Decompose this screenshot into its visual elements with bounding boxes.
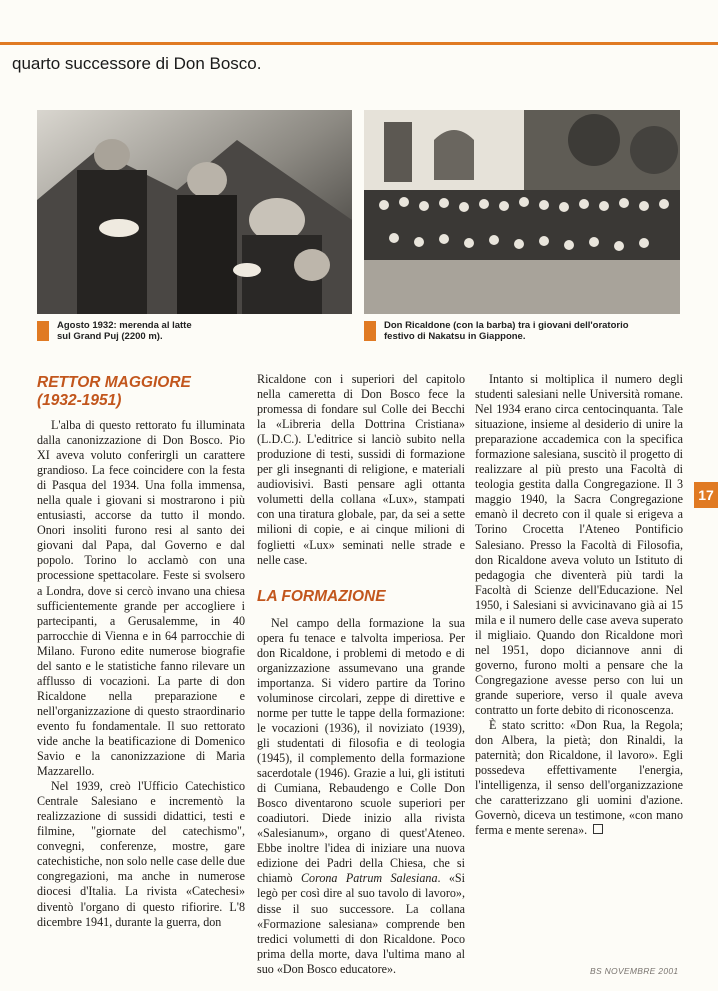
photo-nakatsu-oratory (364, 110, 680, 314)
article-column-2 (257, 372, 465, 977)
paragraph: Nel 1939, creò l'Ufficio Catechistico Centrale Salesiano e incrementò la realizzazione di sussidi didattici, testi e filmine, "giornate del catechismo", convegni, conferenze, mostre, gare catechistiche, non solo nelle case delle due congregazioni, ma anche in numerose diocesi d'Italia. La rivista «Catechesi» diventò l'organo di questo rifiorire. L'8 dicembre 1941, durante la guerra, don (37, 779, 245, 929)
paragraph: L'alba di questo rettorato fu illuminata dalla canonizzazione di Don Bosco. Pio XI aveva voluto conferirgli un carattere grandioso. La fece coincidere con la festa di Pasqua del 1934. Una folla immensa, nella quale i giovani si mostrarono i più entusiasti, accorse da tutto il mondo. Onori insoliti furono resi al santo dei giovani dal Papa, dal Governo e dal popolo. Torino lo acclamò con una processione spettacolare. Feste si svolsero a Londra, dove si cercò invano una chiesa sufficientemente grande per accogliere i partecipanti, a Gerusalemme, in 40 parrocchie di Vienna e in 64 parrocchie di Milano. Furono edite numerose biografie del santo e le statistiche fanno rilevare un afflusso di vocazioni. La parte di don Ricaldone nella preparazione e nell'organizzazione di questo straordinario evento fu fondamentale. Il suo rettorato vide anche la beatificazione di Domenico Savio e la canonizzazione di Maria Mazzarello. (37, 418, 245, 779)
photo-mountain-snack (37, 110, 352, 314)
caption-marker (364, 321, 376, 341)
lead-line: quarto successore di Don Bosco. (12, 54, 262, 73)
magazine-footer: BS NOVEMBRE 2001 (590, 966, 679, 976)
end-of-article-mark (593, 824, 603, 834)
article-column-1 (37, 374, 245, 930)
top-orange-rule (0, 42, 718, 45)
photo-caption: Don Ricaldone (con la barba) tra i giovani dell'oratorio festivo di Nakatsu in Giappone. (364, 320, 684, 342)
paragraph: Nel campo della formazione la sua opera fu tenace e talvolta imperiosa. Per don Ricaldone, i problemi di metodo e di organizzazione assumevano una grande importanza. Si videro partire da Torino voluminose circolari, zeppe di direttive e norme per tutte le tappe della formazione: le vocazioni (1936), il noviziato (1939), gli studentati di filosofia e di teologia (1945), il complemento della formazione sacerdotale (1946). Grazie a lui, gli istituti di Cumiana, Rebaudengo e Colle Don Bosco diventarono scuole superiori per coadiutori. Diede inizio alla rivista «Salesianum», organo di quest'Ateneo. Ebbe inoltre l'idea di iniziare una nuova edizione dei Padri della Chiesa, che si chiamò Corona Patrum Salesiana. «Si legò per così dire al suo tavolo di lavoro», disse il suo successore. La collana «Formazione salesiana» comprende ben tredici volumetti di don Ricaldone. Poco prima della morte, dava l'ultima mano al suo «Don Bosco educatore». (257, 615, 466, 976)
section-heading: RETTOR MAGGIORE (1932-1951) (37, 374, 191, 409)
photo-caption: Agosto 1932: merenda al latte sul Grand Puj (2200 m). (37, 320, 347, 342)
caption-marker (37, 321, 49, 341)
paragraph: Ricaldone con i superiori del capitolo nella cameretta di Don Bosco fece la promessa di fondare sul Colle dei Becchi la «Libreria della Dottrina Cristiana» (L.D.C.). L'editrice si lanciò subito nella produzione di testi, sussidi di formazione per gli insegnanti di religione, e materiali audiovisivi. Basti pensare agli ottanta volumetti della collana «Lux», stampati con una tiratura globale, par, da sei a sette milioni di copie, e ai cinque milioni di foglietti «Lux» seminati nelle strade e nelle case. (257, 372, 465, 567)
page-number-tab: 17 (694, 482, 718, 508)
paragraph: È stato scritto: «Don Rua, la Regola; don Albera, la pietà; don Rinaldi, la paternità; don Ricaldone, il lavoro». Egli possedeva effettivamente l'energia, l'intelligenza, il senso dell'organizzazione che caratterizzano gli uomini d'azione. Governò, diceva un testimone, «con mano ferma e mente serena». (475, 718, 683, 838)
paragraph: Intanto si moltiplica il numero degli studenti salesiani nelle Università romane. Nel 1934 erano circa centocinquanta. Tale situazione, insieme al desiderio di unire la preparazione accademica con la specifica formazione salesiana, suscitò il progetto di realizzare al più presto una Facoltà di teologia gestita dalla Congregazione. Il 3 maggio 1940, la Sacra Congregazione emanò il decreto con il quale si erigeva a Torino Crocetta l'Ateneo Pontificio Salesiano. Presso la Facoltà di Filosofia, don Ricaldone aveva voluto un Istituto di pedagogia che diventerà più tardi la Facoltà di Scienze dell'Educazione. Nel 1950, i Salesiani si avvicinavano già ai 15 mila e il numero delle case aveva superato il migliaio. Quando don Ricaldone morì nel 1951, dopo diciannove anni di governo, furono molti a pensare che la Congregazione avesse perso con lui un grande superiore, verso il quale aveva contratto un forte debito di riconoscenza. (475, 372, 683, 718)
article-column-3 (475, 372, 683, 838)
section-heading: LA FORMAZIONE (257, 587, 386, 605)
